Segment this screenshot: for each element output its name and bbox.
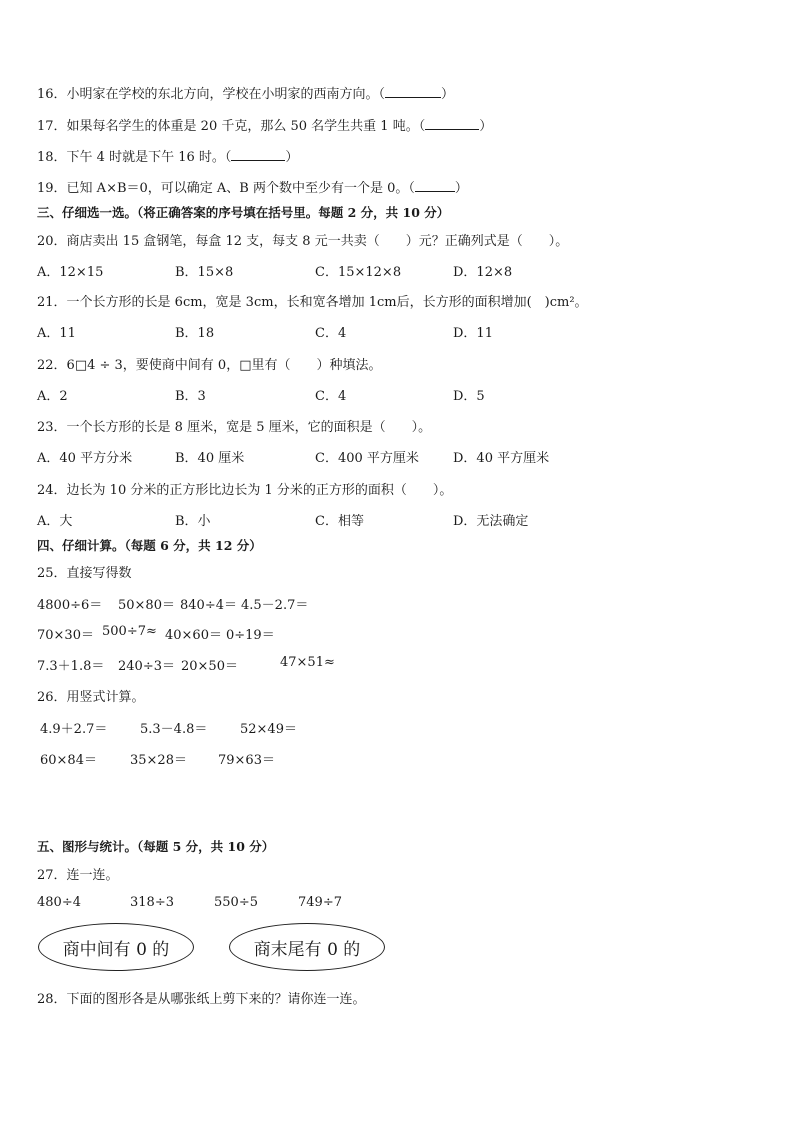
- option-c[interactable]: C．15×12×8: [315, 265, 402, 280]
- division-item[interactable]: 550÷5: [214, 895, 258, 910]
- calc-item: 4800÷6＝: [37, 598, 103, 613]
- question-20: 20．商店卖出 15 盒钢笔，每盒 12 支，每支 8 元一共卖（ ）元？正确列式是（ ）。: [37, 234, 569, 249]
- calc-item: 500÷7≈: [102, 624, 157, 639]
- option-c[interactable]: C．4: [315, 326, 347, 341]
- option-a[interactable]: A．12×15: [37, 265, 104, 280]
- calc-item: 4.5－2.7＝: [241, 598, 309, 613]
- question-22: 22．6□4 ÷ 3，要使商中间有 0，□里有（ ）种填法。: [37, 358, 382, 373]
- question-16: 16．小明家在学校的东北方向，学校在小明家的西南方向。（ ）: [37, 87, 455, 102]
- question-28: 28．下面的图形各是从哪张纸上剪下来的？请你连一连。: [37, 992, 366, 1007]
- option-c[interactable]: C．400 平方厘米: [315, 451, 419, 466]
- calc-item: 50×80＝: [118, 598, 175, 613]
- division-item[interactable]: 318÷3: [130, 895, 174, 910]
- option-b[interactable]: B．15×8: [175, 265, 234, 280]
- option-a[interactable]: A．11: [37, 326, 76, 341]
- calc-item: 47×51≈: [280, 655, 335, 670]
- calc-item: 840÷4＝: [180, 598, 237, 613]
- division-item[interactable]: 749÷7: [298, 895, 342, 910]
- answer-blank[interactable]: [425, 117, 479, 130]
- calc-item: 4.9＋2.7＝: [40, 722, 108, 737]
- question-26-title: 26．用竖式计算。: [37, 690, 145, 705]
- option-c[interactable]: C．4: [315, 389, 347, 404]
- option-b[interactable]: B．40 厘米: [175, 451, 245, 466]
- option-d[interactable]: D．无法确定: [453, 514, 529, 529]
- option-b[interactable]: B．3: [175, 389, 206, 404]
- question-24: 24．边长为 10 分米的正方形比边长为 1 分米的正方形的面积（ ）。: [37, 483, 453, 498]
- section-5-heading: 五、图形与统计。（每题 5 分，共 10 分）: [37, 839, 275, 854]
- question-18: 18．下午 4 时就是下午 16 时。（ ）: [37, 150, 299, 165]
- option-a[interactable]: A．40 平方分米: [37, 451, 133, 466]
- section-3-heading: 三、仔细选一选。（将正确答案的序号填在括号里。每题 2 分，共 10 分）: [37, 205, 450, 220]
- calc-item: 70×30＝: [37, 628, 94, 643]
- calc-item: 35×28＝: [130, 753, 187, 768]
- option-b[interactable]: B．小: [175, 514, 211, 529]
- calc-item: 7.3＋1.8＝: [37, 659, 105, 674]
- calc-item: 5.3－4.8＝: [140, 722, 208, 737]
- option-a[interactable]: A．大: [37, 514, 73, 529]
- question-25-title: 25．直接写得数: [37, 566, 132, 581]
- option-d[interactable]: D．12×8: [453, 265, 513, 280]
- oval-quotient-middle-zero[interactable]: 商中间有 0 的: [38, 923, 194, 971]
- calc-item: 79×63＝: [218, 753, 275, 768]
- answer-blank[interactable]: [231, 148, 285, 161]
- question-19: 19．已知 A×B＝0，可以确定 A、B 两个数中至少有一个是 0。（ ）: [37, 181, 468, 196]
- option-b[interactable]: B．18: [175, 326, 215, 341]
- option-d[interactable]: D．40 平方厘米: [453, 451, 550, 466]
- question-21: 21．一个长方形的长是 6cm，宽是 3cm，长和宽各增加 1cm后，长方形的面积增加( )cm²。: [37, 295, 588, 310]
- option-a[interactable]: A．2: [37, 389, 68, 404]
- option-d[interactable]: D．11: [453, 326, 493, 341]
- question-23: 23．一个长方形的长是 8 厘米，宽是 5 厘米，它的面积是（ ）。: [37, 420, 432, 435]
- calc-item: 20×50＝: [181, 659, 238, 674]
- option-d[interactable]: D．5: [453, 389, 485, 404]
- question-27-title: 27．连一连。: [37, 868, 119, 883]
- question-17: 17．如果每名学生的体重是 20 千克，那么 50 名学生共重 1 吨。（ ）: [37, 119, 493, 134]
- option-c[interactable]: C．相等: [315, 514, 364, 529]
- calc-item: 60×84＝: [40, 753, 97, 768]
- section-4-heading: 四、仔细计算。（每题 6 分，共 12 分）: [37, 538, 262, 553]
- answer-blank[interactable]: [385, 85, 441, 98]
- calc-item: 0÷19＝: [226, 628, 275, 643]
- calc-item: 40×60＝: [165, 628, 222, 643]
- answer-blank[interactable]: [415, 179, 455, 192]
- calc-item: 240÷3＝: [118, 659, 175, 674]
- calc-item: 52×49＝: [240, 722, 297, 737]
- oval-quotient-end-zero[interactable]: 商末尾有 0 的: [229, 923, 385, 971]
- division-item[interactable]: 480÷4: [37, 895, 81, 910]
